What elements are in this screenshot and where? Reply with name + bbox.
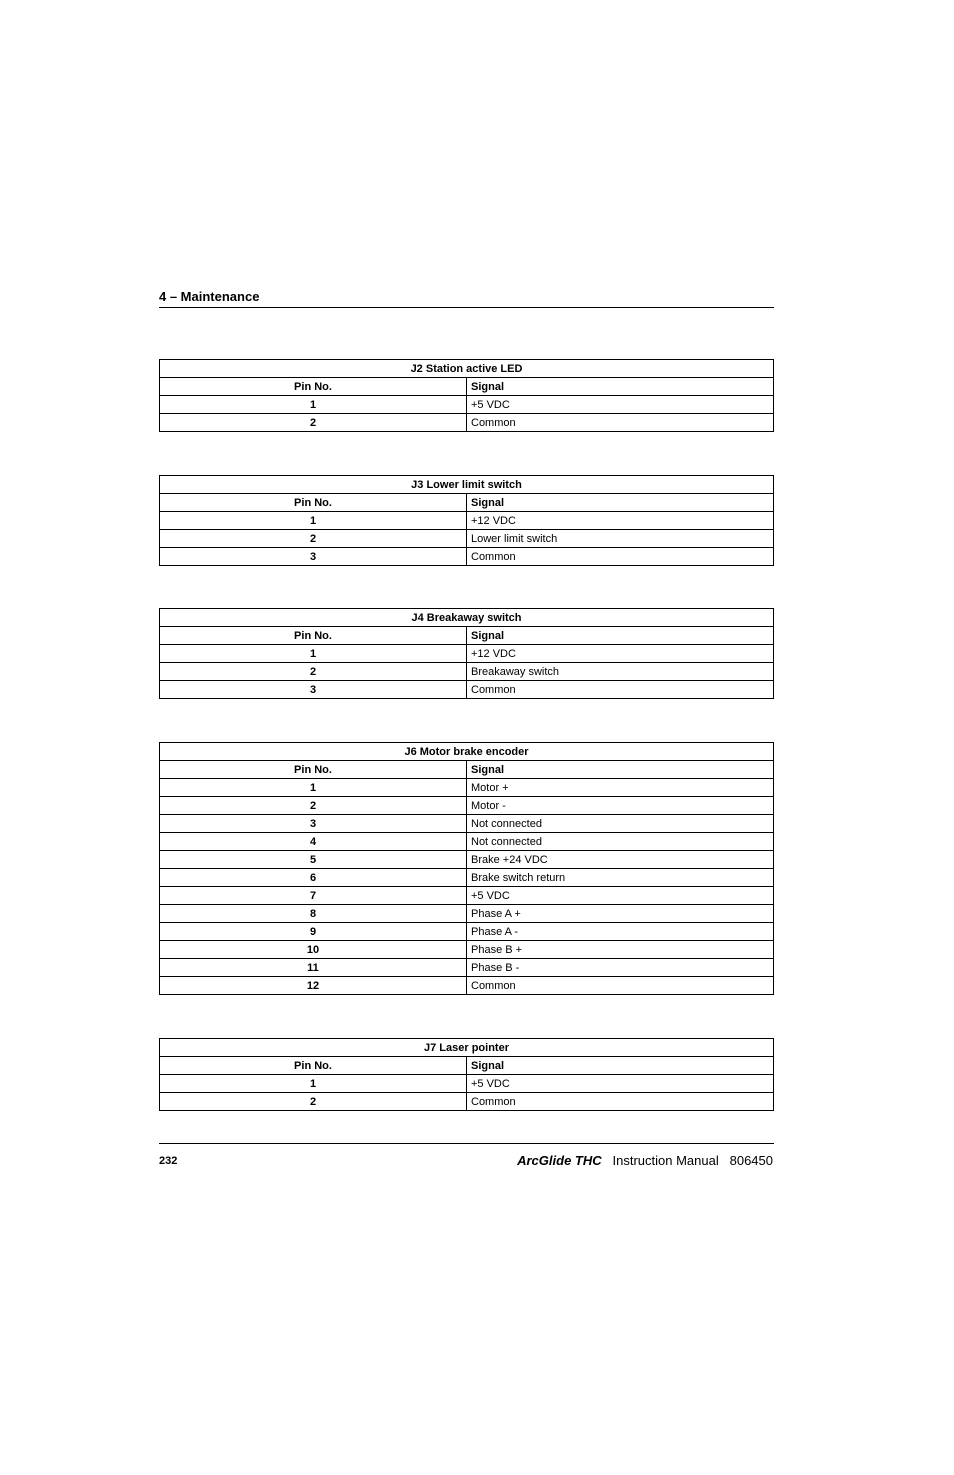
column-header-signal: Signal: [467, 761, 774, 779]
part-number: 806450: [729, 1153, 773, 1168]
manual-type: Instruction Manual: [612, 1153, 719, 1168]
section-header: 4 – Maintenance: [159, 289, 260, 304]
pin-number: 3: [160, 681, 467, 699]
pin-number: 1: [160, 779, 467, 797]
signal-name: Brake +24 VDC: [467, 851, 774, 869]
signal-name: +5 VDC: [467, 887, 774, 905]
signal-name: Phase A +: [467, 905, 774, 923]
signal-name: +12 VDC: [467, 645, 774, 663]
footer-divider: [159, 1143, 774, 1144]
table-row: [160, 905, 774, 923]
table-row: [160, 779, 774, 797]
column-header-signal: Signal: [467, 378, 774, 396]
table-title: J3 Lower limit switch: [160, 476, 774, 494]
pin-number: 5: [160, 851, 467, 869]
table-row: [160, 797, 774, 815]
signal-name: Motor -: [467, 797, 774, 815]
column-header-signal: Signal: [467, 1057, 774, 1075]
table-row: [160, 414, 774, 432]
table-row: [160, 815, 774, 833]
table-row: [160, 645, 774, 663]
signal-name: +5 VDC: [467, 1075, 774, 1093]
pin-number: 1: [160, 396, 467, 414]
table-row: [160, 977, 774, 995]
signal-name: Common: [467, 548, 774, 566]
table-row: [160, 923, 774, 941]
pin-number: 8: [160, 905, 467, 923]
column-header-pin: Pin No.: [160, 627, 467, 645]
signal-name: Phase B +: [467, 941, 774, 959]
signal-name: +12 VDC: [467, 512, 774, 530]
signal-name: Common: [467, 1093, 774, 1111]
pin-number: 6: [160, 869, 467, 887]
signal-name: Phase B -: [467, 959, 774, 977]
signal-name: Common: [467, 414, 774, 432]
pin-table-j2: [159, 359, 774, 432]
table-row: [160, 959, 774, 977]
column-header-pin: Pin No.: [160, 761, 467, 779]
column-header-pin: Pin No.: [160, 1057, 467, 1075]
signal-name: Breakaway switch: [467, 663, 774, 681]
signal-name: Common: [467, 977, 774, 995]
table-title: J2 Station active LED: [160, 360, 774, 378]
pin-number: 3: [160, 815, 467, 833]
column-header-pin: Pin No.: [160, 378, 467, 396]
pin-number: 10: [160, 941, 467, 959]
table-row: [160, 1093, 774, 1111]
signal-name: +5 VDC: [467, 396, 774, 414]
pin-number: 9: [160, 923, 467, 941]
pin-table-j4: [159, 608, 774, 699]
table-row: [160, 851, 774, 869]
table-row: [160, 396, 774, 414]
column-header-signal: Signal: [467, 494, 774, 512]
pin-number: 1: [160, 645, 467, 663]
table-row: [160, 512, 774, 530]
pin-number: 2: [160, 1093, 467, 1111]
table-row: [160, 681, 774, 699]
pin-table-j3: [159, 475, 774, 566]
pin-number: 2: [160, 663, 467, 681]
pin-number: 12: [160, 977, 467, 995]
signal-name: Common: [467, 681, 774, 699]
pin-number: 2: [160, 530, 467, 548]
pin-number: 2: [160, 797, 467, 815]
pin-number: 2: [160, 414, 467, 432]
signal-name: Motor +: [467, 779, 774, 797]
table-row: [160, 941, 774, 959]
table-row: [160, 663, 774, 681]
page-number: 232: [159, 1155, 178, 1167]
table-row: [160, 833, 774, 851]
header-divider: [159, 307, 774, 308]
signal-name: Lower limit switch: [467, 530, 774, 548]
pin-number: 3: [160, 548, 467, 566]
signal-name: Not connected: [467, 833, 774, 851]
column-header-pin: Pin No.: [160, 494, 467, 512]
footer-doc-info: [517, 1152, 773, 1170]
pin-number: 1: [160, 512, 467, 530]
table-row: [160, 530, 774, 548]
table-row: [160, 887, 774, 905]
signal-name: Phase A -: [467, 923, 774, 941]
table-title: J6 Motor brake encoder: [160, 743, 774, 761]
product-name: ArcGlide THC: [517, 1153, 602, 1168]
table-row: [160, 1075, 774, 1093]
table-row: [160, 548, 774, 566]
signal-name: Brake switch return: [467, 869, 774, 887]
pin-number: 7: [160, 887, 467, 905]
pin-table-j6: [159, 742, 774, 995]
pin-number: 4: [160, 833, 467, 851]
table-title: J4 Breakaway switch: [160, 609, 774, 627]
column-header-signal: Signal: [467, 627, 774, 645]
pin-number: 11: [160, 959, 467, 977]
signal-name: Not connected: [467, 815, 774, 833]
pin-number: 1: [160, 1075, 467, 1093]
pin-table-j7: [159, 1038, 774, 1111]
table-title: J7 Laser pointer: [160, 1039, 774, 1057]
table-row: [160, 869, 774, 887]
